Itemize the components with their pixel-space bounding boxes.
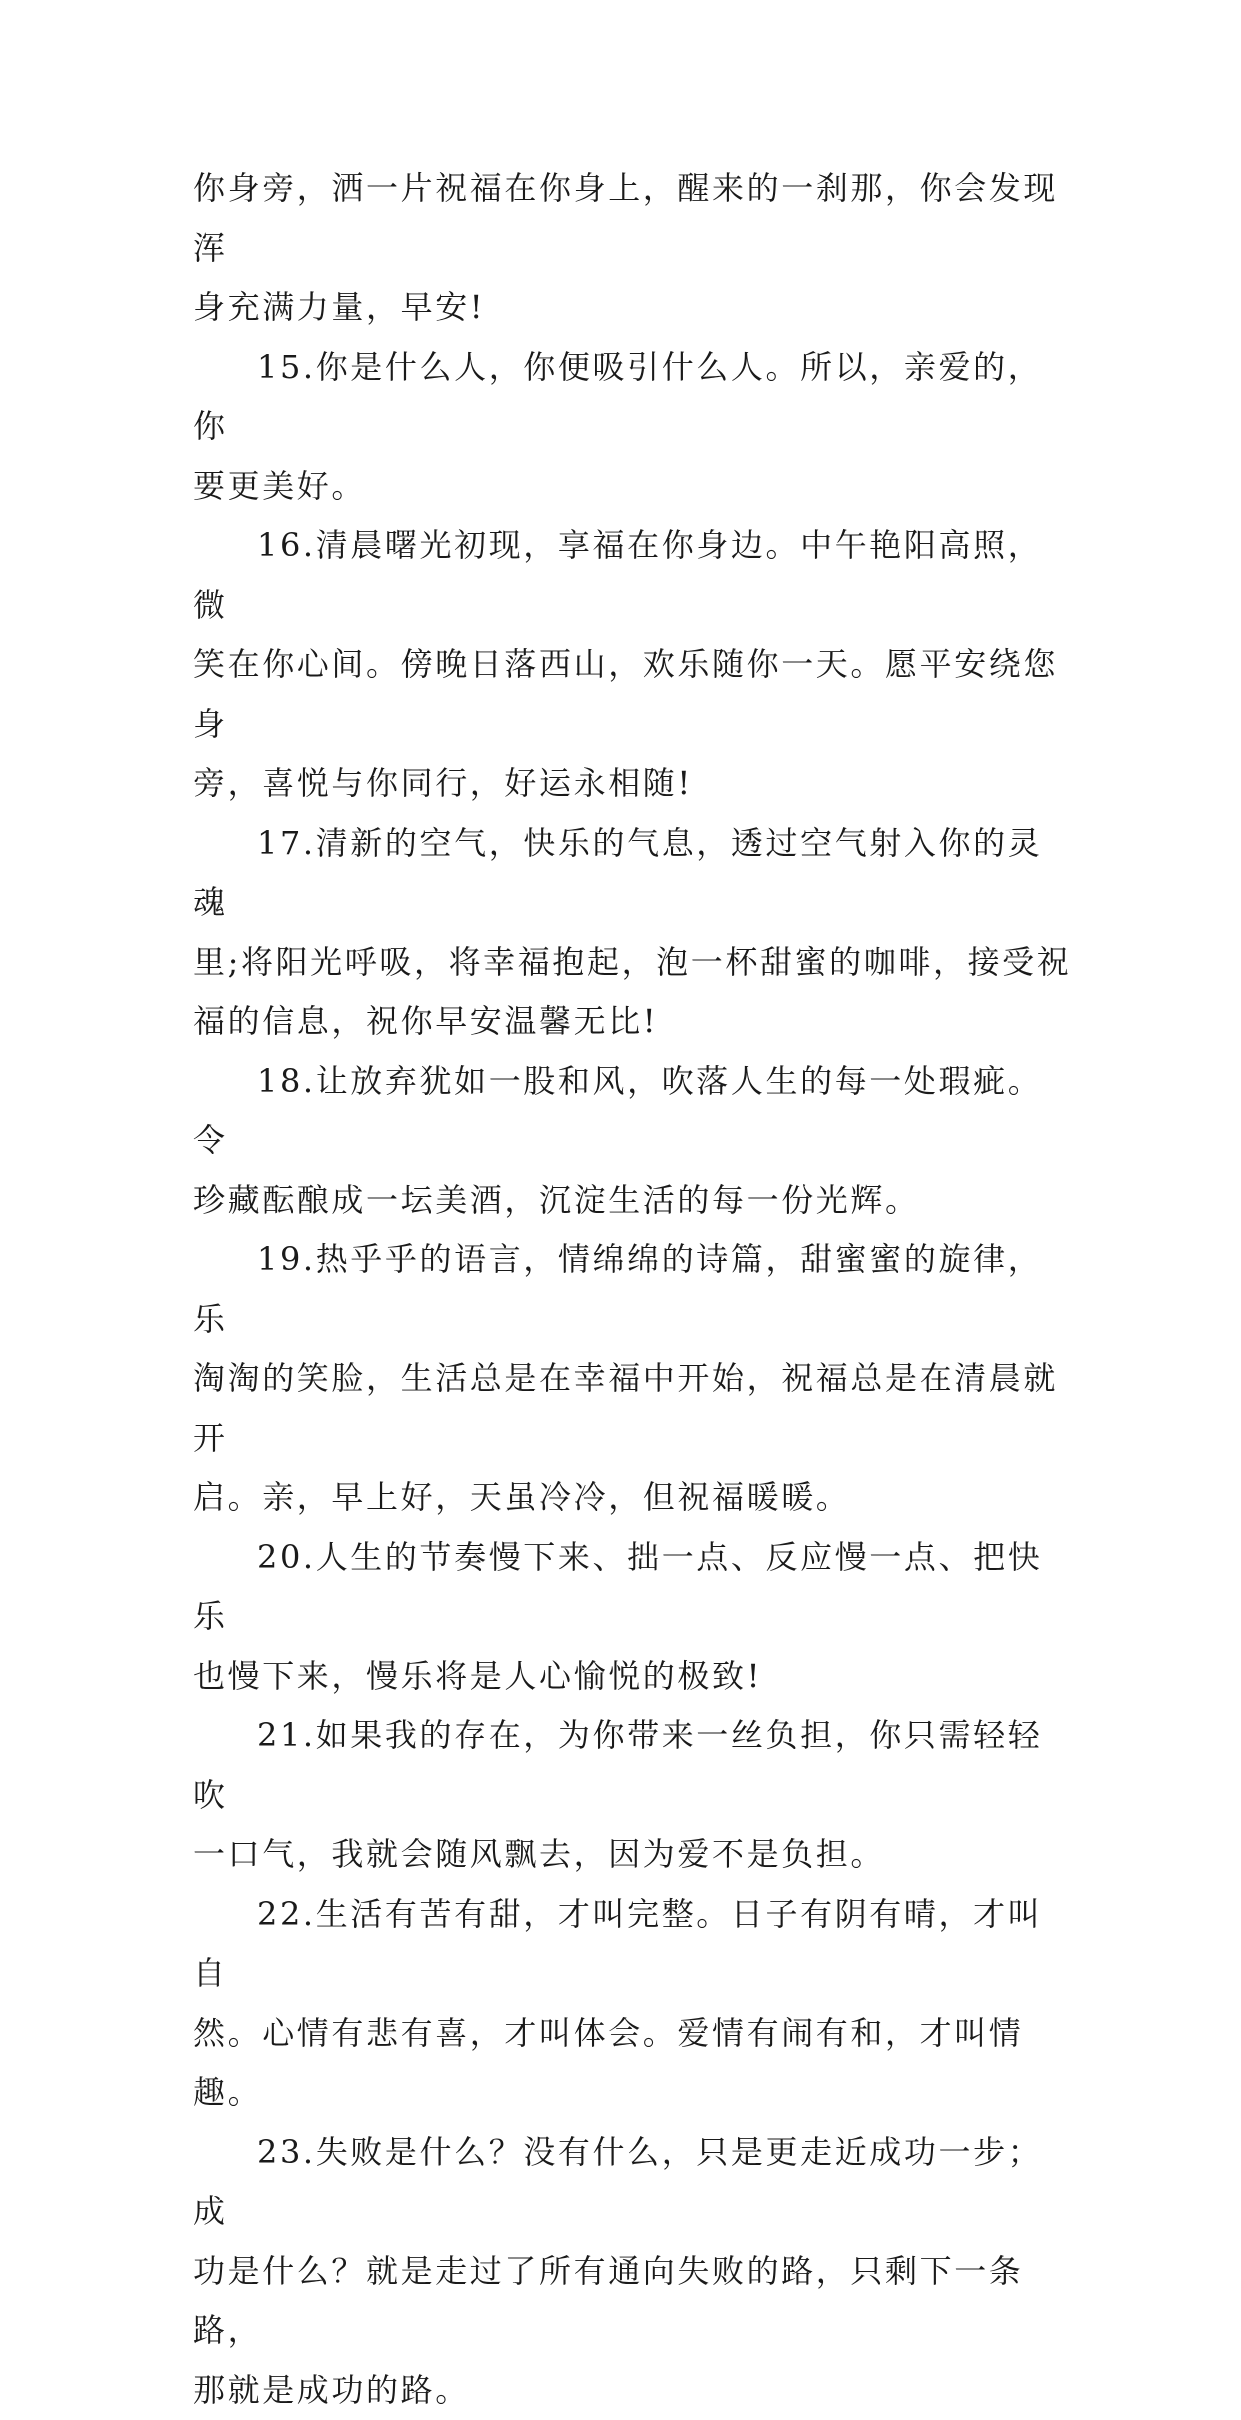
text-line: 16.清晨曙光初现，享福在你身边。中午艳阳高照，微 — [193, 526, 1042, 624]
text-line: 20.人生的节奏慢下来、拙一点、反应慢一点、把快乐 — [193, 1538, 1042, 1636]
text-line: 22.生活有苦有甜，才叫完整。日子有阴有晴，才叫自 — [193, 1895, 1042, 1993]
text-line: 笑在你心间。傍晚日落西山，欢乐随你一天。愿平安绕您身 — [193, 645, 1058, 743]
paragraph-20 — [193, 1528, 1073, 1707]
text-line: 珍藏酝酿成一坛美酒，沉淀生活的每一份光辉。 — [193, 1181, 920, 1219]
text-line: 17.清新的空气，快乐的气息，透过空气射入你的灵魂 — [193, 824, 1042, 922]
paragraph-17 — [193, 814, 1073, 1052]
text-line: 一口气，我就会随风飘去，因为爱不是负担。 — [193, 1835, 885, 1873]
text-line: 你身旁，洒一片祝福在你身上，醒来的一刹那，你会发现浑 — [193, 169, 1058, 267]
text-line: 也慢下来，慢乐将是人心愉悦的极致! — [193, 1657, 762, 1695]
paragraph-21 — [193, 1706, 1073, 1885]
paragraph-19 — [193, 1230, 1073, 1528]
paragraph-16 — [193, 516, 1073, 814]
text-line: 启。亲，早上好，天虽冷冷，但祝福暖暖。 — [193, 1478, 850, 1516]
paragraph-23 — [193, 2123, 1073, 2420]
text-line: 然。心情有悲有喜，才叫体会。爱情有闹有和，才叫情趣。 — [193, 2014, 1023, 2112]
text-line: 18.让放弃犹如一股和风，吹落人生的每一处瑕疵。令 — [193, 1062, 1042, 1160]
paragraph-continued — [193, 159, 1073, 338]
document-body — [193, 159, 1073, 2420]
text-line: 15.你是什么人，你便吸引什么人。所以，亲爱的，你 — [193, 348, 1042, 446]
paragraph-22 — [193, 1885, 1073, 2123]
text-line: 19.热乎乎的语言，情绵绵的诗篇，甜蜜蜜的旋律，乐 — [193, 1240, 1042, 1338]
paragraph-15 — [193, 338, 1073, 517]
text-line: 淘淘的笑脸，生活总是在幸福中开始，祝福总是在清晨就开 — [193, 1359, 1058, 1457]
text-line: 21.如果我的存在，为你带来一丝负担，你只需轻轻吹 — [193, 1716, 1042, 1814]
text-line: 要更美好。 — [193, 467, 366, 505]
text-line: 23.失败是什么？没有什么，只是更走近成功一步；成 — [193, 2133, 1042, 2231]
text-line: 功是什么？就是走过了所有通向失败的路，只剩下一条路， — [193, 2252, 1023, 2350]
paragraph-18 — [193, 1052, 1073, 1231]
text-line: 福的信息，祝你早安温馨无比! — [193, 1002, 658, 1040]
text-line: 身充满力量，早安! — [193, 288, 485, 326]
text-line: 那就是成功的路。 — [193, 2371, 470, 2409]
text-line: 旁，喜悦与你同行，好运永相随! — [193, 764, 693, 802]
text-line: 里;将阳光呼吸，将幸福抱起，泡一杯甜蜜的咖啡，接受祝 — [193, 943, 1071, 981]
